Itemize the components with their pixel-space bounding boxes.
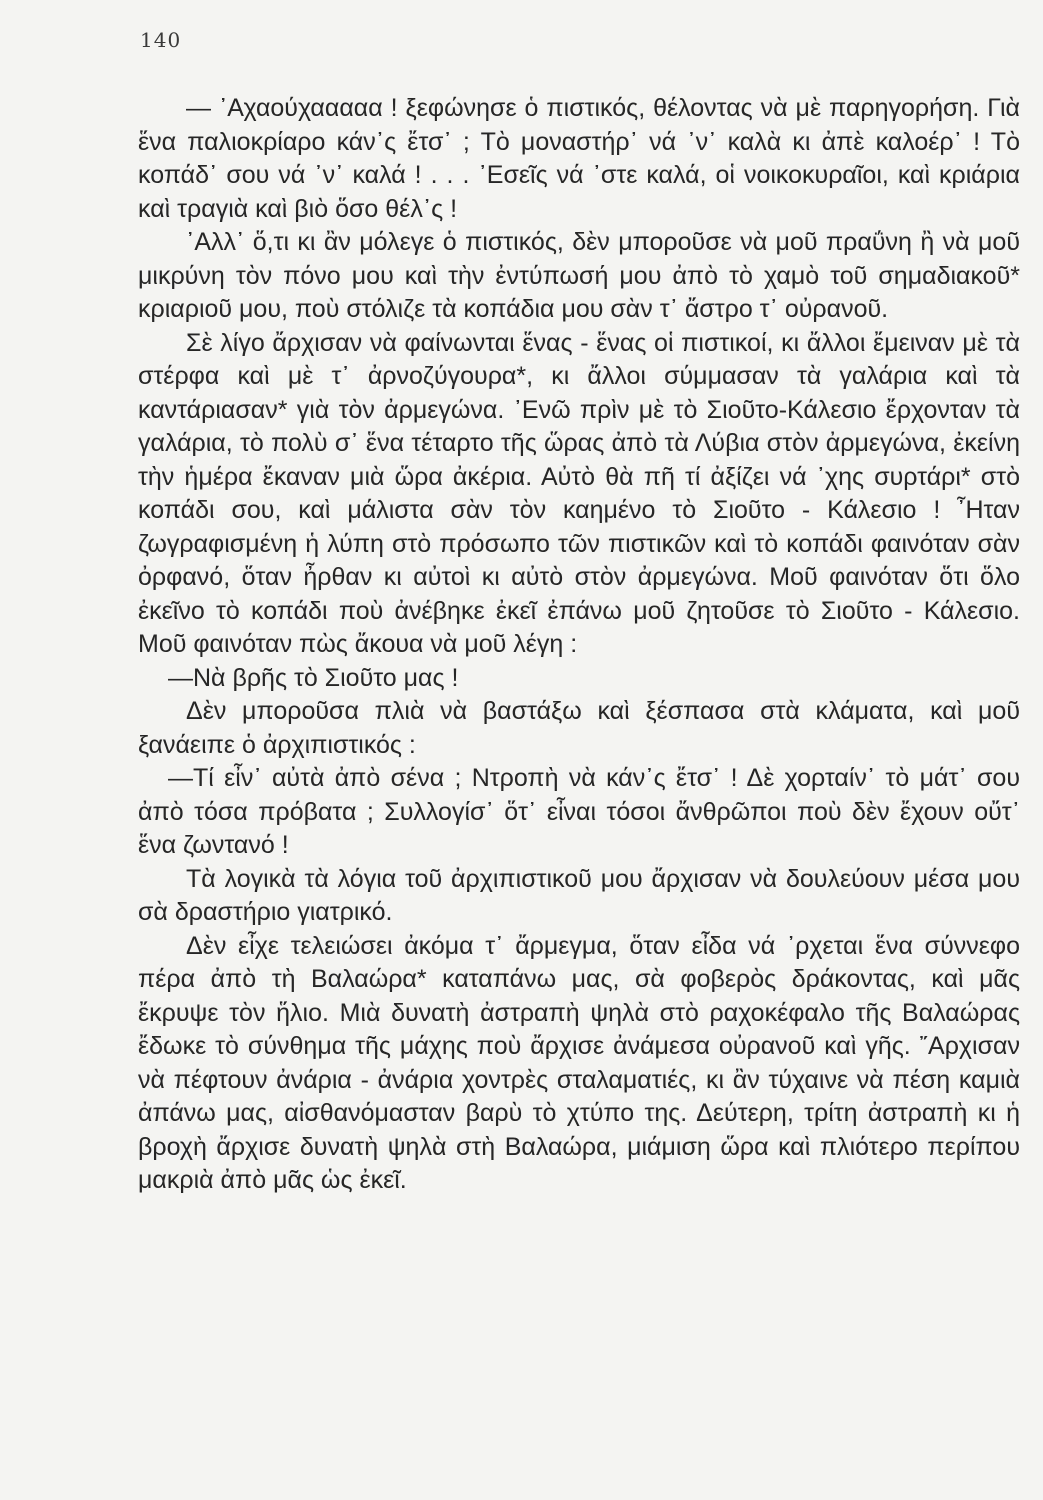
paragraph-3: Σὲ λίγο ἄρχισαν νὰ φαίνωνται ἕνας - ἕνας οἱ πιστικοί, κι ἄλλοι ἔμειναν μὲ τὰ στέρφα καὶ μὲ τ᾿ ἀρνοζύγουρα*, κι ἄλλοι σύμμασαν τὰ γαλάρια καὶ τὰ καντάριασαν* γιὰ τὸν ἀρμεγώνα. ᾿Ενῶ πρὶν μὲ τὸ Σιοῦτο-Κάλεσιο ἔρχονταν τὰ γαλάρια, τὸ πολὺ σ᾿ ἕνα τέταρτο τῆς ὥρας ἀπὸ τὰ Λύβια στὸν ἀρμεγώνα, ἐκείνη τὴν ἡμέρα ἔκαναν μιὰ ὥρα ἀκέρια. Αὐτὸ θὰ πῆ τί ἀξίζει νά ᾿χης συρτάρι* στὸ κοπάδι σου, καὶ μάλιστα σὰν τὸν καημένο τὸ Σιοῦτο - Κάλεσιο ! ῏Ηταν ζωγραφισμένη ἡ λύπη στὸ πρόσωπο τῶν πιστικῶν καὶ τὸ κοπάδι φαινόταν σὰν ὀρφανό, ὅταν ἦρθαν κι αὐτοὶ κι αὐτὸ στὸν ἀρμεγώνα. Μοῦ φαινόταν ὅτι ὅλο ἐκεῖνο τὸ κοπάδι ποὺ ἀνέβηκε ἐκεῖ ἐπάνω μοῦ ζητοῦσε τὸ Σιοῦτο - Κάλεσιο. Μοῦ φαινόταν πὼς ἄκουα νὰ μοῦ λέγη : <box>138 328 1020 658</box>
paragraph-2: ᾿Αλλ᾿ ὅ,τι κι ἂν μόλεγε ὁ πιστικός, δὲν μποροῦσε νὰ μοῦ πραΰνη ἢ νὰ μοῦ μικρύνη τὸν πόνο μου καὶ τὴν ἐντύπωσή μου ἀπὸ τὸ χαμὸ τοῦ σημαδιακοῦ* κριαριοῦ μου, ποὺ στόλιζε τὰ κοπάδια μου σὰν τ᾿ ἄστρο τ᾿ οὐρανοῦ. <box>138 228 1020 323</box>
paragraph-4-dialogue: —Νὰ βρῆς τὸ Σιοῦτο μας ! <box>168 663 459 692</box>
body-text <box>138 92 1020 1198</box>
paragraph-7: Τὰ λογικὰ τὰ λόγια τοῦ ἀρχιπιστικοῦ μου ἄρχισαν νὰ δουλεύουν μέσα μου σὰ δραστήριο γιατρικό. <box>138 864 1020 926</box>
paragraph-8: Δὲν εἶχε τελειώσει ἀκόμα τ᾿ ἄρμεγμα, ὅταν εἶδα νά ᾿ρχεται ἕνα σύννεφο πέρα ἀπὸ τὴ Βαλαώρα* καταπάνω μας, σὰ φοβερὸς δράκοντας, καὶ μᾶς ἔκρυψε τὸν ἥλιο. Μιὰ δυνατὴ ἀστραπὴ ψηλὰ στὸ ραχοκέφαλο τῆς Βαλαώρας ἔδωκε τὸ σύνθημα τῆς μάχης ποὺ ἄρχισε ἀνάμεσα οὐρανοῦ καὶ γῆς. ῎Αρχισαν νὰ πέφτουν ἀνάρια - ἀνάρια χοντρὲς σταλαματιές, κι ἂν τύχαινε νὰ πέση καμιὰ ἀπάνω μας, αἰσθανόμασταν βαρὺ τὸ χτύπο της. Δεύτερη, τρίτη ἀστραπὴ κι ἡ βροχὴ ἄρχισε δυνατὴ ψηλὰ στὴ Βαλαώρα, μιάμιση ὥρα καὶ πλιότερο περίπου μακριὰ ἀπὸ μᾶς ὡς ἐκεῖ. <box>138 931 1020 1194</box>
paragraph-5: Δὲν μποροῦσα πλιὰ νὰ βαστάξω καὶ ξέσπασα στὰ κλάματα, καὶ μοῦ ξανάειπε ὁ ἀρχιπιστικός : <box>138 697 1020 759</box>
page-number: 140 <box>140 28 182 52</box>
paragraph-1: — ᾿Αχαούχααααα ! ξεφώνησε ὁ πιστικός, θέλοντας νὰ μὲ παρηγορήση. Γιὰ ἕνα παλιοκρίαρο κάν᾿ς ἔτσ᾿ ; Τὸ μοναστήρ᾿ νά ᾿ν᾿ καλὰ κι ἀπὲ καλοέρ᾿ ! Τὸ κοπάδ᾿ σου νά ᾿ν᾿ καλά ! . . . ᾿Εσεῖς νά ᾿στε καλά, οἱ νοικοκυραῖοι, καὶ κριάρια καὶ τραγιὰ καὶ βιὸ ὅσο θέλ᾿ς ! <box>138 94 1020 223</box>
paragraph-6-dialogue: —Τί εἶν᾿ αὐτὰ ἀπὸ σένα ; Ντροπὴ νὰ κάν᾿ς ἔτσ᾿ ! Δὲ χορταίν᾿ τὸ μάτ᾿ σου ἀπὸ τόσα πρόβατα ; Συλλογίσ᾿ ὅτ᾿ εἶναι τόσοι ἄνθρῶποι ποὺ δὲν ἔχουν οὔτ᾿ ἕνα ζωντανό ! <box>138 764 1020 859</box>
